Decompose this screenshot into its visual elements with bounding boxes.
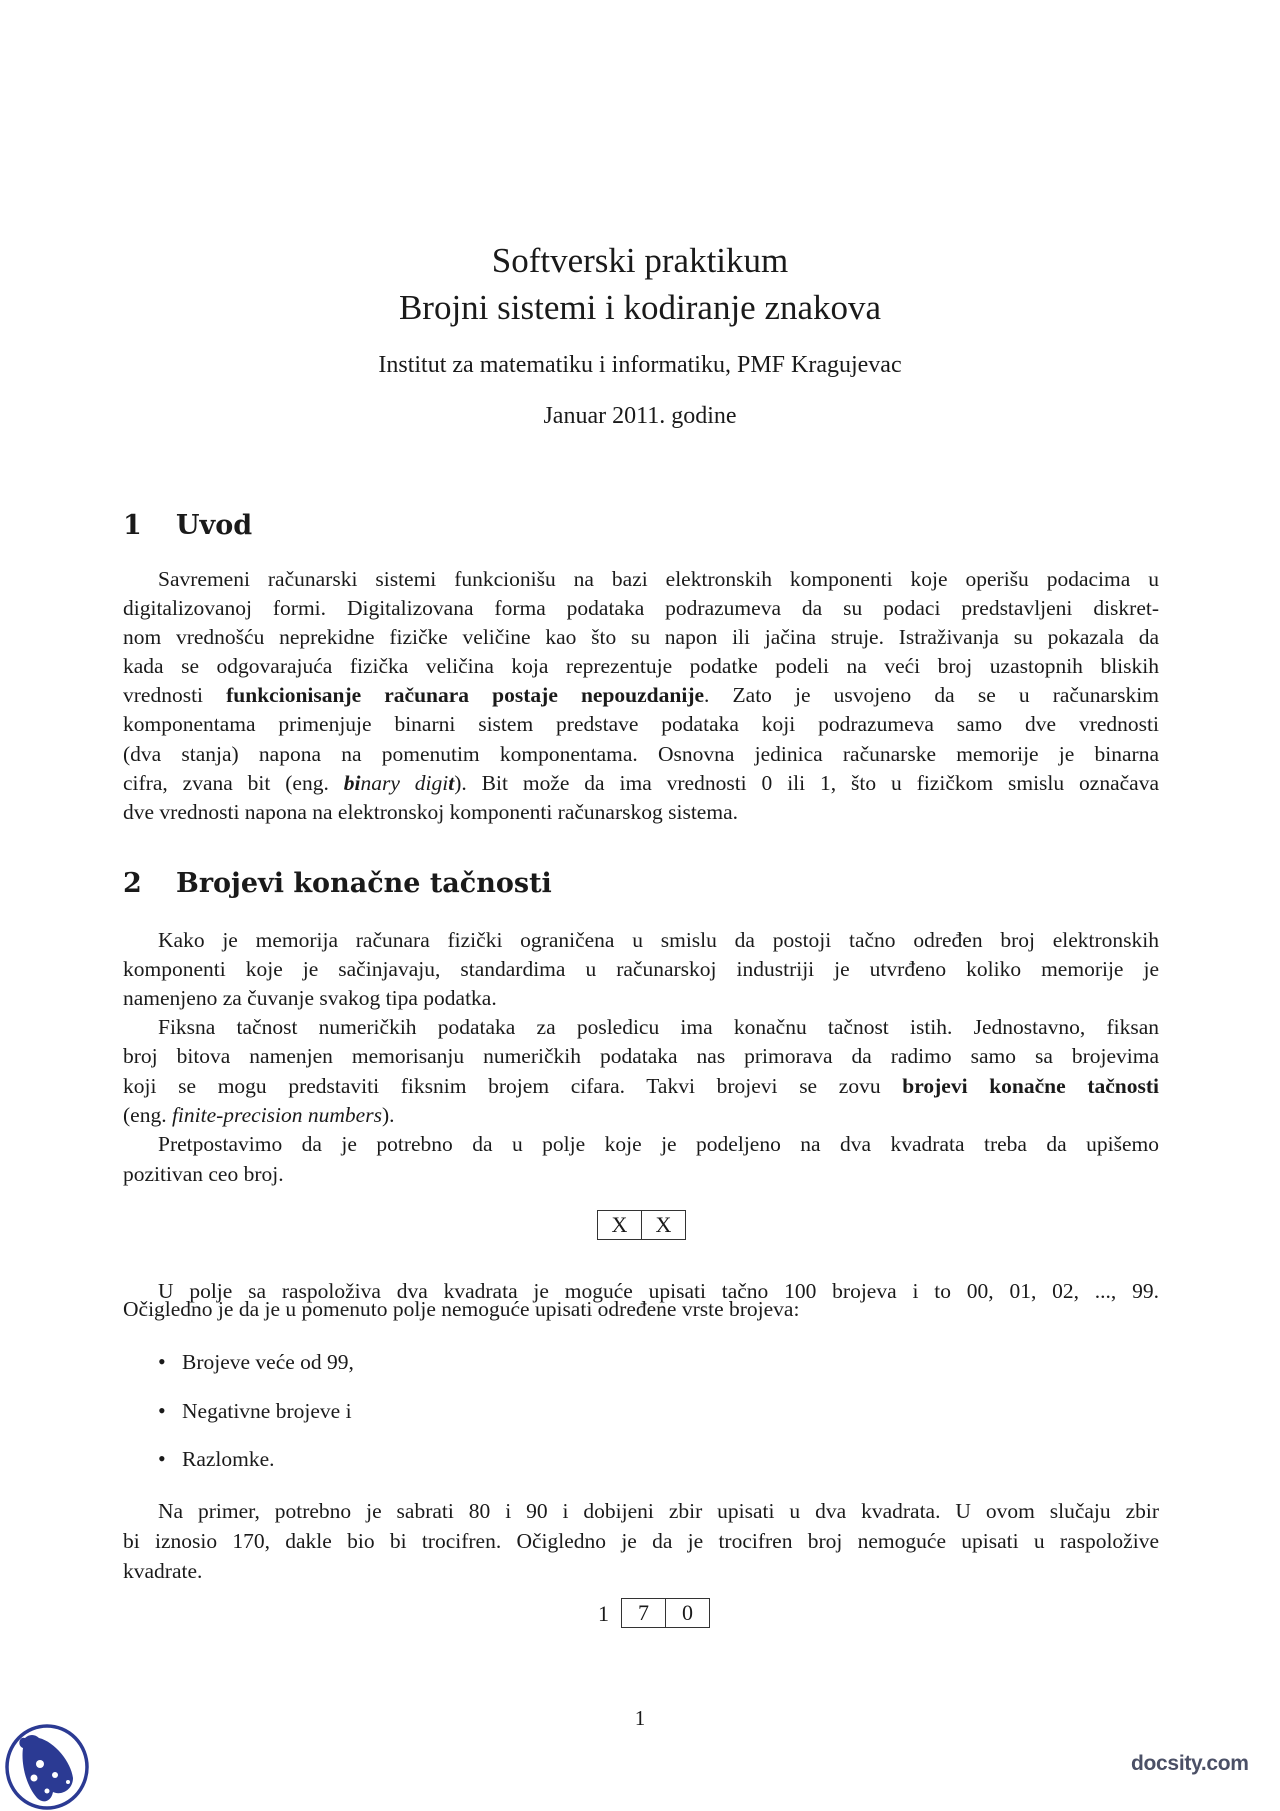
digit-cell: 0 xyxy=(665,1599,709,1627)
text: cifra, zvana bit (eng. xyxy=(123,771,344,795)
docsity-watermark: docsity.com xyxy=(1131,1752,1249,1775)
paragraph-line: Kako je memorija računara fizički ograničena u smislu da postoji tačno određen broj elektronskih xyxy=(158,928,1159,952)
section-2-number: 2 xyxy=(123,868,142,899)
emphasis-bold-italic: t xyxy=(448,771,455,795)
section-2-title: Brojevi konačne tačnosti xyxy=(176,868,552,899)
paragraph-line xyxy=(123,1104,1159,1126)
text: koji se mogu predstaviti fiksnim brojem cifara. Takvi brojevi se zovu xyxy=(123,1074,903,1098)
two-digit-field xyxy=(597,1210,686,1240)
digit-cell: 7 xyxy=(638,1600,649,1625)
document-subtitle: Brojni sistemi i kodiranje znakova xyxy=(398,288,882,327)
document-title: Softverski praktikum xyxy=(491,241,789,280)
paragraph-line: kvadrate. xyxy=(123,1559,203,1583)
digit-cell: X xyxy=(641,1211,685,1239)
paragraph-line: U polje sa raspoloživa dva kvadrata je moguće upisati tačno 100 brojeva i to 00, 01, 02, ..., 99. xyxy=(158,1279,1159,1303)
emphasis-bold: funkcionisanje računara postaje nepouzdanije xyxy=(226,683,705,707)
emphasis-italic: finite-precision numbers xyxy=(171,1103,382,1127)
emphasis-bold-italic: bi xyxy=(343,771,361,795)
page-number: 1 xyxy=(634,1706,646,1730)
paragraph-line: bi iznosio 170, dakle bio bi trocifren. Očigledno je da je trocifren broj nemoguće upisati u raspoložive xyxy=(123,1529,1159,1553)
digit-cell: X xyxy=(611,1212,628,1237)
bullet-icon: • xyxy=(158,1398,166,1423)
overflow-digit: 1 xyxy=(598,1601,609,1626)
paragraph-line xyxy=(123,1075,1159,1097)
paragraph-line: Fiksna tačnost numeričkih podataka za posledicu ima konačnu tačnost istih. Jednostavno, fiksan xyxy=(158,1015,1159,1039)
list-item: Brojeve veće od 99, xyxy=(182,1350,354,1374)
institution: Institut za matematiku i informatiku, PMF Kragujevac xyxy=(378,352,902,378)
list-item: Razlomke. xyxy=(182,1447,275,1471)
bullet-icon: • xyxy=(158,1349,166,1374)
paragraph-line: Na primer, potrebno je sabrati 80 i 90 i dobijeni zbir upisati u dva kvadrata. U ovom slučaju zbir xyxy=(158,1499,1159,1523)
text: ). Bit može da ima vrednosti 0 ili 1, što u fizičkom smislu označava xyxy=(454,771,1160,795)
paragraph-line: kada se odgovarajuća fizička veličina koja reprezentuje podatke podeli na veći broj uzastopnih bliskih xyxy=(123,654,1159,678)
list-item: Negativne brojeve i xyxy=(182,1399,352,1423)
paragraph-line: namenjeno za čuvanje svakog tipa podatka. xyxy=(123,986,497,1010)
text: vrednosti xyxy=(123,683,227,707)
paragraph-line xyxy=(123,772,1159,794)
paragraph-line: komponenti koje je sačinjavaju, standardima u računarskoj industriji je utvrđeno koliko memorije je xyxy=(123,957,1159,981)
text: . Zato je usvojeno da se u računarskim xyxy=(704,683,1159,707)
paragraph-line: (dva stanja) napona na pomenutim komponentama. Osnovna jedinica računarske memorije je binarna xyxy=(123,742,1159,766)
paragraph-line: dve vrednosti napona na elektronskoj komponenti računarskog sistema. xyxy=(123,800,738,824)
section-1-number: 1 xyxy=(123,510,142,541)
paragraph-line: nom vrednošću neprekidne fizičke veličine kao što su napon ili jačina struje. Istraživanja su pokazala da xyxy=(123,625,1159,649)
docsity-logo-icon xyxy=(3,1722,91,1810)
overflow-field xyxy=(621,1598,710,1628)
paragraph-line: pozitivan ceo broj. xyxy=(123,1162,284,1186)
emphasis-italic: nary digi xyxy=(360,771,449,795)
text: ). xyxy=(381,1103,395,1127)
paragraph-line: Pretpostavimo da je potrebno da u polje koje je podeljeno na dva kvadrata treba da upišemo xyxy=(158,1132,1159,1156)
bullet-icon: • xyxy=(158,1446,166,1471)
paragraph-line xyxy=(123,684,1159,706)
document-date: Januar 2011. godine xyxy=(543,403,737,429)
paragraph-line: digitalizovanoj formi. Digitalizovana forma podataka podrazumeva da su podaci predstavljeni diskret- xyxy=(123,596,1159,620)
paragraph-line: Savremeni računarski sistemi funkcionišu na bazi elektronskih komponenti koje operišu podacima u xyxy=(158,567,1159,591)
emphasis-bold: brojevi konačne tačnosti xyxy=(902,1074,1160,1098)
text: (eng. xyxy=(123,1103,172,1127)
paragraph-line: Očigledno je da je u pomenuto polje nemoguće upisati određene vrste brojeva: xyxy=(123,1297,800,1321)
paragraph-line: komponentama primenjuje binarni sistem predstave podataka koji podrazumeva samo dve vrednosti xyxy=(123,712,1159,736)
paragraph-line: broj bitova namenjen memorisanju numeričkih podataka nas primorava da radimo samo sa brojevima xyxy=(123,1044,1159,1068)
section-1-title: Uvod xyxy=(176,510,253,541)
